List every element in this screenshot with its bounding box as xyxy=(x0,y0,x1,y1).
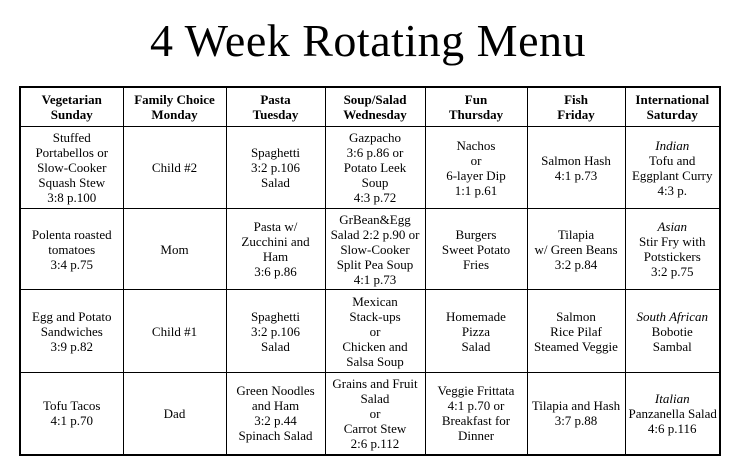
menu-item-line: Tilapia xyxy=(557,226,595,242)
menu-item-line: 3:2 p.106 xyxy=(250,160,301,176)
menu-cell xyxy=(226,372,325,455)
menu-table xyxy=(19,86,721,456)
week-row xyxy=(20,127,720,209)
menu-item-line: 4:3 p.72 xyxy=(353,190,397,206)
menu-item-line: 2:6 p.112 xyxy=(350,435,400,451)
menu-cell xyxy=(325,372,425,455)
menu-cell xyxy=(425,209,527,290)
menu-cell xyxy=(226,209,325,290)
menu-item-line: Bobotie xyxy=(651,323,693,339)
menu-cell xyxy=(625,372,720,455)
menu-item-line: Slow-Cooker xyxy=(340,241,410,257)
column-header xyxy=(425,87,527,127)
menu-item-line: Salad xyxy=(261,338,290,354)
week-row xyxy=(20,209,720,290)
menu-item-line: Portabellos or xyxy=(35,145,109,161)
menu-item-line: Stack-ups xyxy=(349,308,401,324)
menu-cell xyxy=(123,127,226,209)
menu-cell xyxy=(425,372,527,455)
column-day: Wednesday xyxy=(343,107,407,122)
menu-item-line: Sambal xyxy=(652,338,692,354)
menu-cell xyxy=(20,290,123,372)
menu-item-line: 6-layer Dip xyxy=(446,167,506,183)
menu-item-line: Squash Stew xyxy=(38,175,106,191)
menu-cell xyxy=(123,372,226,455)
menu-item-line: Grains and Fruit xyxy=(332,375,418,391)
menu-item-line: Sweet Potato xyxy=(441,241,511,257)
menu-cell xyxy=(527,127,625,209)
cuisine-label: Indian xyxy=(655,137,690,153)
menu-item-line: 4:6 p.116 xyxy=(647,420,697,436)
menu-item-line: Salad xyxy=(461,338,491,354)
menu-item-line: or xyxy=(369,323,381,339)
menu-item-line: or xyxy=(470,152,482,168)
header-row xyxy=(20,87,720,127)
menu-cell xyxy=(625,290,720,372)
menu-item-line: Potato Leek xyxy=(343,160,407,176)
column-header xyxy=(123,87,226,127)
menu-item-line: or xyxy=(369,405,381,421)
menu-item-line: 3:6 p.86 or xyxy=(346,145,404,161)
column-header xyxy=(325,87,425,127)
menu-item-line: Fries xyxy=(463,256,489,272)
page-title: 4 Week Rotating Menu xyxy=(150,15,586,66)
column-theme: Fun xyxy=(464,92,488,107)
menu-item-line: Spinach Salad xyxy=(238,428,313,444)
menu-item-line: Mom xyxy=(160,241,189,257)
cuisine-label: Asian xyxy=(657,219,688,235)
menu-item-line: 3:2 p.75 xyxy=(650,264,694,280)
menu-cell xyxy=(226,127,325,209)
menu-item-line: GrBean&Egg xyxy=(339,211,411,227)
column-header xyxy=(625,87,720,127)
menu-item-line: Panzanella Salad xyxy=(628,405,717,421)
column-header xyxy=(226,87,325,127)
menu-cell xyxy=(20,127,123,209)
menu-cell xyxy=(325,290,425,372)
menu-cell xyxy=(625,209,720,290)
menu-item-line: Tofu Tacos xyxy=(42,398,101,414)
column-day: Thursday xyxy=(448,107,504,122)
menu-cell xyxy=(527,290,625,372)
menu-item-line: 4:1 p.70 or xyxy=(447,398,505,414)
menu-item-line: 3:8 p.100 xyxy=(47,190,97,206)
column-header xyxy=(20,87,123,127)
menu-item-line: 3:2 p.84 xyxy=(554,256,598,272)
menu-cell xyxy=(20,209,123,290)
column-day: Friday xyxy=(557,107,595,122)
menu-item-line: Chicken and xyxy=(342,338,408,354)
menu-item-line: Salmon Hash xyxy=(541,152,611,168)
menu-item-line: 4:1 p.73 xyxy=(353,271,397,287)
column-theme: International xyxy=(635,92,710,107)
menu-cell xyxy=(123,209,226,290)
menu-item-line: 4:3 p. xyxy=(657,182,688,198)
menu-item-line: tomatoes xyxy=(48,241,96,257)
menu-cell xyxy=(425,127,527,209)
menu-cell xyxy=(226,290,325,372)
column-theme: Soup/Salad xyxy=(343,92,407,107)
menu-item-line: Veggie Frittata xyxy=(437,383,515,399)
menu-item-line: 4:1 p.70 xyxy=(50,413,94,429)
menu-item-line: Eggplant Curry xyxy=(631,167,713,183)
menu-cell xyxy=(527,209,625,290)
menu-item-line: Homemade xyxy=(446,308,506,324)
menu-cell xyxy=(123,290,226,372)
menu-cell xyxy=(425,290,527,372)
menu-item-line: Child #1 xyxy=(151,323,198,339)
menu-cell xyxy=(527,372,625,455)
menu-item-line: Green Noodles xyxy=(236,383,315,399)
menu-item-line: Split Pea Soup xyxy=(336,256,414,272)
menu-item-line: Zucchini and xyxy=(241,234,310,250)
menu-item-line: Pasta w/ xyxy=(253,219,298,235)
menu-item-line: 3:2 p.106 xyxy=(250,323,301,339)
menu-item-line: 3:6 p.86 xyxy=(254,264,297,280)
menu-item-line: Egg and Potato xyxy=(32,308,112,324)
menu-item-line: 1:1 p.61 xyxy=(454,182,498,198)
menu-item-line: Gazpacho xyxy=(349,130,401,146)
menu-item-line: Child #2 xyxy=(151,160,198,176)
menu-item-line: and Ham xyxy=(251,398,300,414)
menu-item-line: Tofu and xyxy=(649,152,696,168)
column-day: Sunday xyxy=(50,107,93,122)
menu-item-line: Rice Pilaf xyxy=(550,323,602,339)
column-day: Saturday xyxy=(646,107,698,122)
menu-item-line: Dad xyxy=(163,405,186,421)
menu-cell xyxy=(625,127,720,209)
menu-cell xyxy=(325,127,425,209)
menu-item-line: Stir Fry with xyxy=(639,234,706,250)
menu-item-line: 3:9 p.82 xyxy=(50,338,94,354)
menu-item-line: 3:7 p.88 xyxy=(554,413,598,429)
menu-item-line: Salad xyxy=(261,175,290,191)
menu-body xyxy=(20,127,720,456)
menu-item-line: Stuffed xyxy=(52,130,91,146)
menu-item-line: Carrot Stew xyxy=(343,420,407,436)
menu-item-line: 3:2 p.44 xyxy=(254,413,297,429)
menu-item-line: Dinner xyxy=(457,428,495,444)
column-theme: Family Choice xyxy=(134,92,215,107)
menu-item-line: Burgers xyxy=(455,226,497,242)
menu-item-line: Steamed Veggie xyxy=(534,338,618,354)
menu-item-line: Nachos xyxy=(456,137,496,153)
column-theme: Vegetarian xyxy=(41,92,102,107)
cuisine-label: Italian xyxy=(654,390,690,406)
menu-item-line: Spaghetti xyxy=(250,308,301,324)
menu-item-line: w/ Green Beans xyxy=(534,241,618,257)
column-day: Monday xyxy=(151,107,198,122)
menu-cell xyxy=(20,372,123,455)
column-header xyxy=(527,87,625,127)
menu-item-line: 3:4 p.75 xyxy=(50,256,94,272)
menu-item-line: Salsa Soup xyxy=(346,353,404,369)
menu-item-line: Pizza xyxy=(461,323,491,339)
menu-item-line: Salad 2:2 p.90 or xyxy=(330,226,420,242)
menu-item-line: Polenta roasted xyxy=(31,226,112,242)
menu-item-line: Breakfast for xyxy=(441,413,511,429)
menu-item-line: Mexican xyxy=(352,293,398,309)
column-day: Tuesday xyxy=(252,107,299,122)
cuisine-label: South African xyxy=(636,308,709,324)
menu-item-line: Spaghetti xyxy=(250,145,301,161)
menu-item-line: Salad xyxy=(360,390,390,406)
column-theme: Fish xyxy=(564,92,588,107)
week-row xyxy=(20,372,720,455)
menu-item-line: 4:1 p.73 xyxy=(554,167,598,183)
week-row xyxy=(20,290,720,372)
column-theme: Pasta xyxy=(260,92,291,107)
menu-item-line: Soup xyxy=(361,175,389,191)
menu-item-line: Potstickers xyxy=(643,249,701,265)
menu-item-line: Sandwiches xyxy=(40,323,103,339)
menu-item-line: Ham xyxy=(262,249,289,265)
menu-cell xyxy=(325,209,425,290)
menu-item-line: Salmon xyxy=(556,308,596,324)
menu-item-line: Slow-Cooker xyxy=(37,160,107,176)
menu-item-line: Tilapia and Hash xyxy=(531,398,621,414)
